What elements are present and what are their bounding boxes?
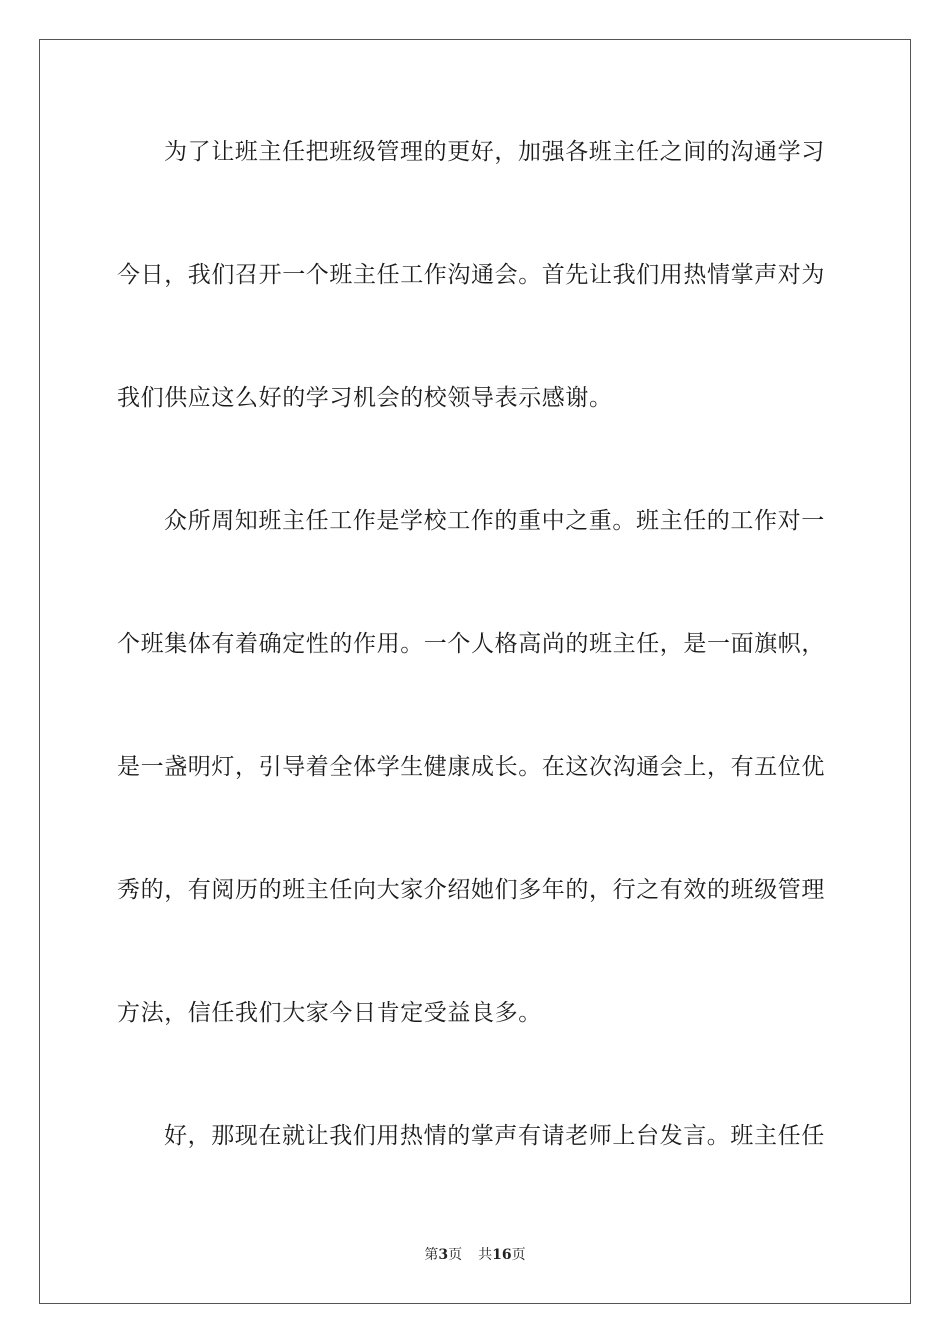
footer-page-number: 3	[438, 1247, 449, 1263]
footer-total-pages: 16	[492, 1247, 512, 1263]
paragraph-2-line-5: 方法，信任我们大家今日肯定受益良多。	[117, 1000, 542, 1026]
paragraph-2-line-2: 个班集体有着确定性的作用。一个人格高尚的班主任，是一面旗帜，	[117, 631, 825, 657]
paragraph-3-line-1: 好，那现在就让我们用热情的掌声有请老师上台发言。班主任任	[164, 1123, 825, 1149]
paragraph-1-line-1: 为了让班主任把班级管理的更好，加强各班主任之间的沟通学习	[164, 139, 825, 165]
footer-page-prefix: 第	[424, 1247, 439, 1263]
footer-page-suffix: 页	[448, 1247, 463, 1263]
paragraph-2-line-4: 秀的，有阅历的班主任向大家介绍她们多年的，行之有效的班级管理	[117, 877, 825, 903]
paragraph-2-line-1: 众所周知班主任工作是学校工作的重中之重。班主任的工作对一	[164, 508, 825, 534]
paragraph-1-line-2: 今日，我们召开一个班主任工作沟通会。首先让我们用热情掌声对为	[117, 262, 825, 288]
page-border	[39, 39, 911, 1304]
paragraph-2-line-3: 是一盏明灯，引导着全体学生健康成长。在这次沟通会上，有五位优	[117, 754, 825, 780]
page-footer	[0, 1246, 950, 1264]
footer-total-prefix: 共	[478, 1247, 493, 1263]
footer-total-suffix: 页	[511, 1247, 526, 1263]
paragraph-1-line-3: 我们供应这么好的学习机会的校领导表示感谢。	[117, 385, 613, 411]
